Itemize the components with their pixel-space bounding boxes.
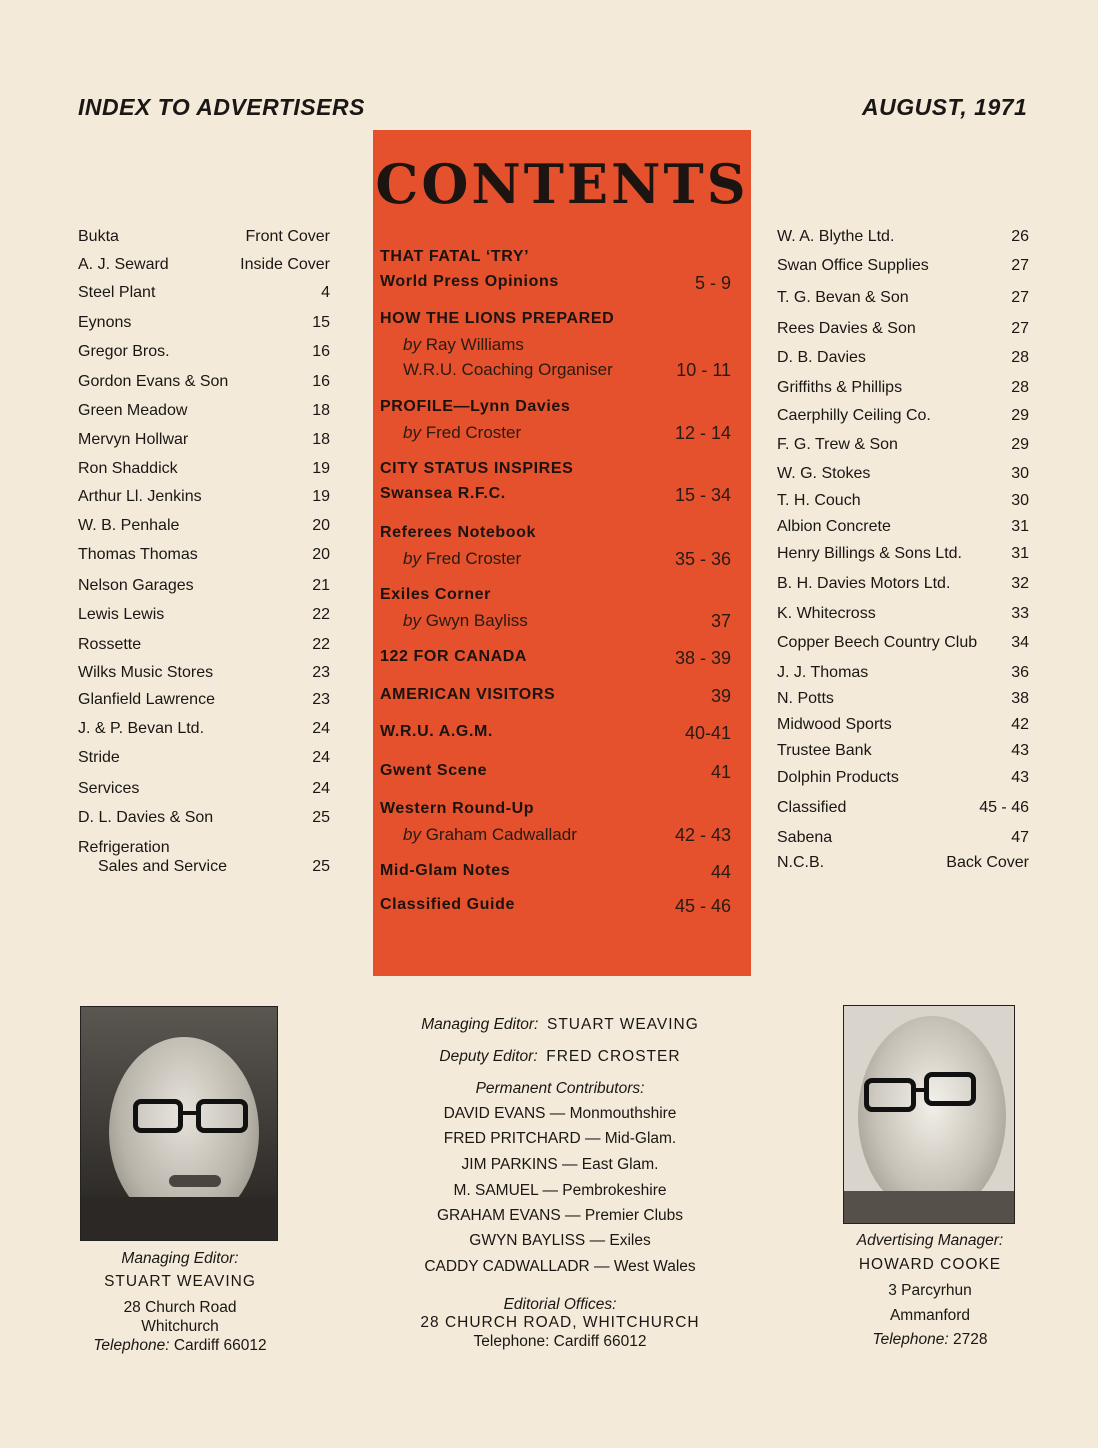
advertiser-page: 23: [312, 691, 330, 708]
advertiser-entry: [78, 636, 330, 654]
advertiser-page: 20: [312, 517, 330, 534]
contents-entry: [380, 398, 731, 416]
byline-text: Ray Williams: [425, 335, 524, 354]
contents-entry-title: Gwent Scene: [380, 762, 488, 779]
contents-entry-title: Swansea R.F.C.: [380, 485, 506, 502]
advertiser-entry: [78, 606, 330, 624]
advertiser-entry: [777, 228, 1029, 246]
contents-entry-page: 42 - 43: [674, 825, 731, 845]
advertiser-entry: [777, 518, 1029, 536]
byline-text: Graham Cadwalladr: [425, 825, 577, 844]
deputy-editor-name: FRED CROSTER: [546, 1048, 681, 1065]
contents-entry-page: 41: [710, 762, 731, 782]
advertiser-entry: [78, 284, 330, 302]
advertiser-name: Sales and Service: [98, 858, 227, 875]
contents-entry: [380, 524, 731, 542]
advertiser-name: Arthur Ll. Jenkins: [78, 488, 202, 505]
advertiser-entry: [78, 488, 330, 506]
contributor-line: CADDY CADWALLADR — West Wales: [424, 1258, 696, 1275]
advertising-manager-caption: [810, 1232, 1050, 1352]
managing-editor-photo: [80, 1006, 278, 1241]
advertiser-name: Trustee Bank: [777, 742, 872, 759]
contents-entry-page: 38 - 39: [674, 648, 731, 668]
caption-telephone: [60, 1337, 300, 1355]
advertiser-name: A. J. Seward: [78, 256, 169, 273]
caption-address-line2: Ammanford: [889, 1307, 971, 1324]
advertiser-page: 21: [312, 577, 330, 594]
managing-editor-name: STUART WEAVING: [547, 1016, 699, 1033]
contents-entry-title: Classified Guide: [380, 896, 515, 913]
advertiser-entry: [78, 402, 330, 420]
contributors-label: Permanent Contributors:: [475, 1080, 645, 1097]
contents-entry: [380, 762, 731, 783]
advertiser-entry: [78, 256, 330, 274]
contents-entry-page: 10 - 11: [676, 360, 731, 380]
advertiser-page: 30: [1011, 492, 1029, 509]
advertiser-page: 32: [1011, 575, 1029, 592]
advertiser-page: 19: [312, 460, 330, 477]
advertiser-page: 27: [1011, 289, 1029, 306]
advertiser-page: 24: [312, 720, 330, 737]
contributor-line: JIM PARKINS — East Glam.: [461, 1156, 659, 1173]
contents-entry-title: HOW THE LIONS PREPARED: [380, 310, 615, 327]
contents-entry: [380, 460, 731, 478]
advertiser-name: Bukta: [78, 228, 119, 245]
editorial-offices-address: 28 CHURCH ROAD, WHITCHURCH: [420, 1314, 700, 1331]
advertiser-page: 26: [1011, 228, 1029, 245]
advertiser-entry: [777, 407, 1029, 425]
advertiser-entry: [78, 691, 330, 709]
byline-text: Fred Croster: [425, 549, 522, 568]
contributor-line: GWYN BAYLISS — Exiles: [469, 1232, 651, 1249]
advertiser-name: J. J. Thomas: [777, 664, 869, 681]
advertiser-name: Sabena: [777, 829, 833, 846]
caption-name: HOWARD COOKE: [858, 1256, 1002, 1273]
caption-telephone-number: Cardiff 66012: [173, 1337, 267, 1354]
advertiser-page: 4: [321, 284, 330, 301]
advertiser-page: 24: [312, 749, 330, 766]
advertiser-page: 22: [312, 606, 330, 623]
contributor-line: FRED PRITCHARD — Mid-Glam.: [443, 1130, 677, 1147]
advertiser-name: Nelson Garages: [78, 577, 194, 594]
advertiser-name: T. G. Bevan & Son: [777, 289, 909, 306]
advertiser-name: Services: [78, 780, 140, 797]
advertiser-name: Henry Billings & Sons Ltd.: [777, 545, 962, 562]
contents-entry-title: CITY STATUS INSPIRES: [380, 460, 574, 477]
advertiser-page: 29: [1011, 407, 1029, 424]
caption-address-line1: 3 Parcyrhun: [888, 1282, 972, 1299]
advertiser-name: N. Potts: [777, 690, 834, 707]
contents-entry: [380, 800, 731, 818]
advertiser-name: Mervyn Hollwar: [78, 431, 189, 448]
advertiser-entry: [777, 379, 1029, 397]
advertiser-name: J. & P. Bevan Ltd.: [78, 720, 205, 737]
contents-entry-byline: [380, 335, 524, 355]
advertiser-name: Wilks Music Stores: [78, 664, 214, 681]
contents-entry-title: AMERICAN VISITORS: [380, 686, 556, 703]
byline-text: Gwyn Bayliss: [425, 611, 528, 630]
advertiser-page: 19: [312, 488, 330, 505]
contents-entry: [380, 586, 731, 604]
contents-entry-page: 5 - 9: [694, 273, 731, 293]
advertiser-name: Gregor Bros.: [78, 343, 170, 360]
contents-entry: [380, 896, 731, 917]
contents-entry-page: 15 - 34: [674, 485, 731, 505]
contents-entry-title: W.R.U. A.G.M.: [380, 723, 493, 740]
advertiser-page: 31: [1011, 518, 1029, 535]
contents-entry: [380, 360, 731, 381]
advertiser-name: Dolphin Products: [777, 769, 899, 786]
contents-entry-title: THAT FATAL ‘TRY’: [380, 248, 530, 265]
advertiser-entry: [777, 257, 1029, 275]
advertiser-entry: [777, 690, 1029, 708]
advertiser-page: 47: [1011, 829, 1029, 846]
contents-entry-title: 122 FOR CANADA: [380, 648, 528, 665]
contents-entry-title: Exiles Corner: [380, 586, 491, 603]
advertiser-entry: [78, 460, 330, 478]
advertiser-page: 38: [1011, 690, 1029, 707]
advertiser-entry: [777, 320, 1029, 338]
advertiser-entry: [78, 343, 330, 361]
caption-name: STUART WEAVING: [104, 1273, 256, 1290]
deputy-editor-credit: [380, 1048, 740, 1066]
advertiser-name: D. L. Davies & Son: [78, 809, 214, 826]
advertiser-entry: [78, 749, 330, 767]
index-heading: INDEX TO ADVERTISERS: [78, 94, 365, 120]
caption-telephone: [810, 1331, 1050, 1349]
advertiser-page: 15: [312, 314, 330, 331]
advertiser-page: 43: [1011, 769, 1029, 786]
advertiser-entry: [78, 517, 330, 535]
contents-entry-byline: [380, 360, 613, 381]
caption-address-line1: 28 Church Road: [123, 1299, 237, 1316]
caption-role: Managing Editor:: [121, 1250, 239, 1267]
contents-entry-title: Referees Notebook: [380, 524, 537, 541]
advertiser-entry: [777, 634, 1029, 652]
advertiser-name: Refrigeration: [78, 839, 170, 856]
advertiser-entry: [777, 289, 1029, 307]
advertiser-name: W. G. Stokes: [777, 465, 871, 482]
caption-telephone-label: Telephone:: [872, 1331, 949, 1348]
editorial-credits: [380, 1016, 740, 1356]
byline-prefix: by: [403, 825, 421, 844]
contents-entry-byline: [380, 611, 528, 632]
advertiser-entry: [78, 546, 330, 564]
advertiser-page: 29: [1011, 436, 1029, 453]
advertiser-name: D. B. Davies: [777, 349, 866, 366]
contents-entry: [380, 611, 731, 632]
contents-entry-title: Mid-Glam Notes: [380, 862, 511, 879]
contents-entry-byline: [380, 825, 577, 846]
advertiser-page: 34: [1011, 634, 1029, 651]
managing-editor-caption: [60, 1250, 300, 1360]
advertiser-page: 18: [312, 431, 330, 448]
contents-entry-page: 12 - 14: [674, 423, 731, 443]
advertiser-entry: [78, 664, 330, 682]
advertiser-page: 42: [1011, 716, 1029, 733]
advertiser-name: Stride: [78, 749, 120, 766]
advertiser-name: T. H. Couch: [777, 492, 861, 509]
advertiser-entry: [777, 492, 1029, 510]
contents-entry: [380, 825, 731, 846]
contents-title: CONTENTS: [375, 152, 749, 216]
advertiser-name: N.C.B.: [777, 854, 825, 871]
advertiser-page: 22: [312, 636, 330, 653]
advertiser-entry: [777, 829, 1029, 847]
contents-panel: [373, 130, 751, 976]
advertiser-name: F. G. Trew & Son: [777, 436, 898, 453]
advertiser-entry: [78, 373, 330, 391]
advertiser-page: 16: [312, 343, 330, 360]
managing-editor-credit: [380, 1016, 740, 1034]
advertiser-name: Midwood Sports: [777, 716, 892, 733]
advertiser-name: Eynons: [78, 314, 132, 331]
contributor-line: GRAHAM EVANS — Premier Clubs: [436, 1207, 684, 1224]
advertiser-page: 18: [312, 402, 330, 419]
advertiser-entry: [777, 769, 1029, 787]
advertiser-page: 27: [1011, 257, 1029, 274]
advertiser-page: 23: [312, 664, 330, 681]
advertiser-entry: [78, 314, 330, 332]
advertiser-entry: [777, 465, 1029, 483]
editorial-offices-telephone: Telephone: Cardiff 66012: [473, 1333, 647, 1350]
contents-entry: [380, 485, 731, 506]
caption-telephone-label: Telephone:: [93, 1337, 170, 1354]
advertiser-name: W. A. Blythe Ltd.: [777, 228, 895, 245]
contents-entry-page: 35 - 36: [674, 549, 731, 569]
contents-entry-title: Western Round-Up: [380, 800, 535, 817]
advertiser-name: Swan Office Supplies: [777, 257, 929, 274]
advertiser-name: Classified: [777, 799, 847, 816]
advertiser-name: Ron Shaddick: [78, 460, 178, 477]
byline-text: W.R.U. Coaching Organiser: [403, 360, 613, 379]
advertiser-name: Lewis Lewis: [78, 606, 165, 623]
advertiser-entry: [777, 742, 1029, 760]
advertiser-name: B. H. Davies Motors Ltd.: [777, 575, 951, 592]
contents-entry: [380, 310, 731, 328]
managing-editor-label: Managing Editor:: [421, 1016, 539, 1033]
caption-telephone-number: 2728: [952, 1331, 988, 1348]
advertiser-page: 16: [312, 373, 330, 390]
caption-address-line2: Whitchurch: [141, 1318, 219, 1335]
advertiser-entry: [78, 780, 330, 798]
advertiser-entry: [777, 349, 1029, 367]
advertiser-page: 45 - 46: [979, 799, 1029, 816]
advertiser-page: 33: [1011, 605, 1029, 622]
advertiser-name: Gordon Evans & Son: [78, 373, 229, 390]
advertiser-page: 25: [312, 858, 330, 875]
advertiser-page: 25: [312, 809, 330, 826]
byline-prefix: by: [403, 611, 421, 630]
advertiser-name: Glanfield Lawrence: [78, 691, 215, 708]
advertiser-page: 27: [1011, 320, 1029, 337]
advertiser-entry: [777, 799, 1029, 817]
contents-entry-page: 45 - 46: [674, 896, 731, 916]
contents-entry: [380, 862, 731, 883]
contents-entry: [380, 549, 731, 570]
advertiser-entry: [777, 854, 1029, 872]
contributor-line: M. SAMUEL — Pembrokeshire: [453, 1182, 667, 1199]
advertiser-name: Caerphilly Ceiling Co.: [777, 407, 931, 424]
advertiser-page: 36: [1011, 664, 1029, 681]
contents-entry: [380, 335, 731, 355]
advertiser-page: Inside Cover: [240, 256, 330, 273]
advertiser-name: Albion Concrete: [777, 518, 891, 535]
advertiser-entry: [78, 228, 330, 246]
advertiser-entry: [78, 839, 330, 857]
advertiser-name: Copper Beech Country Club: [777, 634, 978, 651]
byline-text: Fred Croster: [425, 423, 522, 442]
byline-prefix: by: [403, 423, 421, 442]
contents-entry-byline: [380, 549, 521, 570]
advertiser-page: 28: [1011, 349, 1029, 366]
advertiser-name: Griffiths & Phillips: [777, 379, 903, 396]
advertising-manager-photo: [843, 1005, 1015, 1224]
advertiser-name: K. Whitecross: [777, 605, 876, 622]
advertiser-entry: [78, 577, 330, 595]
advertiser-name: Rossette: [78, 636, 142, 653]
advertiser-page: 43: [1011, 742, 1029, 759]
contents-entry-title: PROFILE—Lynn Davies: [380, 398, 571, 415]
contents-entry: [380, 248, 731, 266]
advertiser-entry: [777, 436, 1029, 454]
contents-entry-byline: [380, 423, 521, 444]
advertiser-name: W. B. Penhale: [78, 517, 180, 534]
advertiser-entry: [777, 605, 1029, 623]
advertiser-entry: [78, 720, 330, 738]
caption-role: Advertising Manager:: [856, 1232, 1004, 1249]
advertiser-entry: [78, 809, 330, 827]
advertiser-name: Thomas Thomas: [78, 546, 198, 563]
contents-entry: [380, 273, 731, 294]
deputy-editor-label: Deputy Editor:: [439, 1048, 538, 1065]
advertiser-name: Green Meadow: [78, 402, 188, 419]
contents-entry: [380, 423, 731, 444]
advertiser-page: 24: [312, 780, 330, 797]
advertiser-name: Rees Davies & Son: [777, 320, 916, 337]
advertiser-entry: [777, 664, 1029, 682]
editorial-offices-label: Editorial Offices:: [503, 1296, 617, 1313]
advertiser-page: Back Cover: [946, 854, 1029, 871]
contributor-line: DAVID EVANS — Monmouthshire: [443, 1105, 677, 1122]
contents-entry: [380, 686, 731, 707]
advertiser-page: 31: [1011, 545, 1029, 562]
advertiser-entry: [777, 716, 1029, 734]
contents-entry: [380, 648, 731, 669]
advertiser-page: 28: [1011, 379, 1029, 396]
advertiser-entry: [777, 545, 1029, 563]
advertiser-page: Front Cover: [245, 228, 330, 245]
byline-prefix: by: [403, 549, 421, 568]
advertiser-page: 20: [312, 546, 330, 563]
contents-entry-page: 37: [710, 611, 731, 631]
advertiser-name: Steel Plant: [78, 284, 156, 301]
issue-date: AUGUST, 1971: [862, 94, 1028, 120]
advertiser-entry: [777, 575, 1029, 593]
advertiser-entry: [78, 858, 330, 876]
advertiser-page: 30: [1011, 465, 1029, 482]
contents-entry-page: 44: [710, 862, 731, 882]
byline-prefix: by: [403, 335, 421, 354]
contents-entry: [380, 723, 731, 744]
advertiser-entry: [78, 431, 330, 449]
contents-entry-page: 39: [710, 686, 731, 706]
contents-entry-page: 40-41: [684, 723, 731, 743]
contents-entry-title: World Press Opinions: [380, 273, 559, 290]
